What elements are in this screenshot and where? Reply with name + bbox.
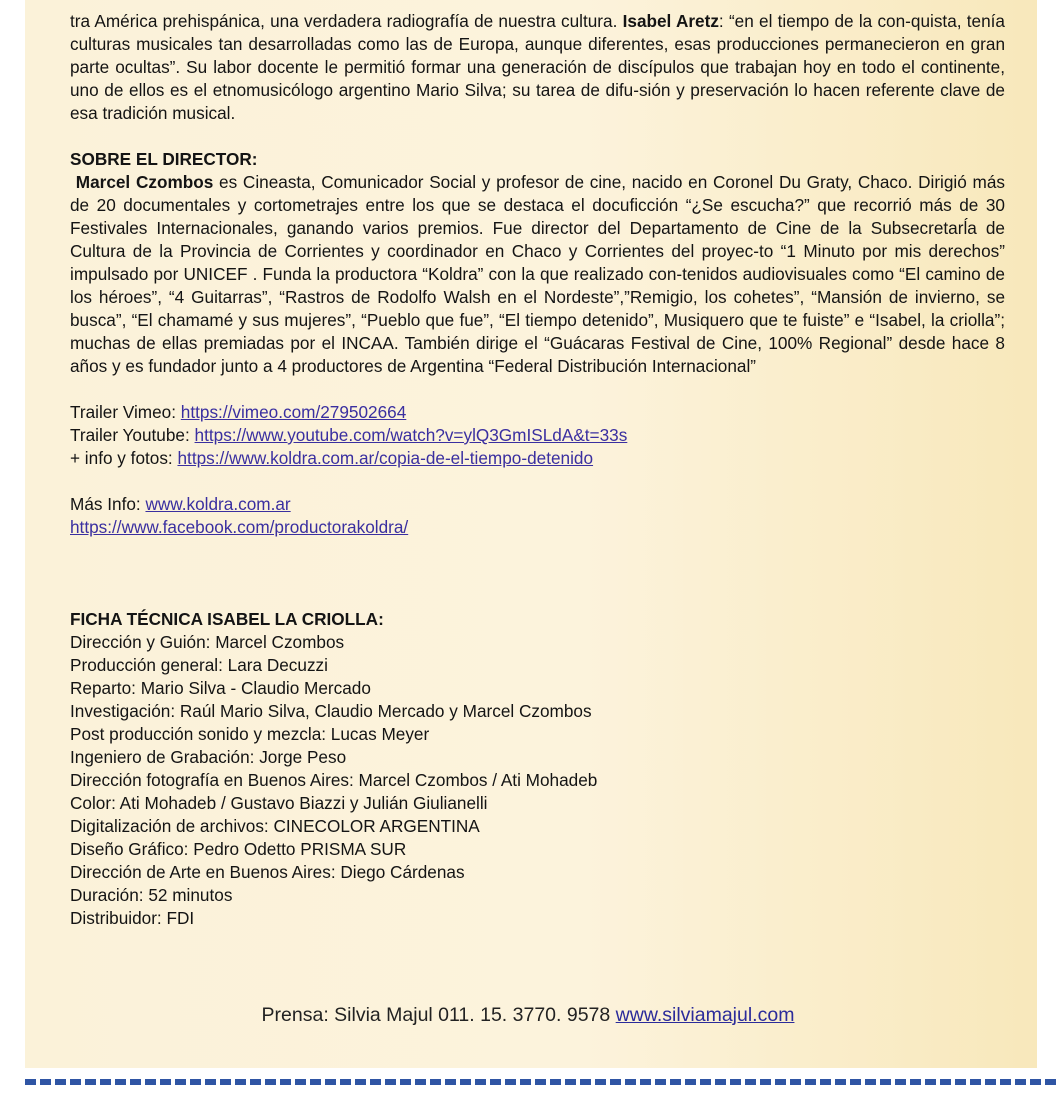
ficha-item: Dirección y Guión: Marcel Czombos [70, 632, 345, 652]
youtube-label: Trailer Youtube: [70, 425, 195, 445]
ficha-item: Color: Ati Mohadeb / Gustavo Biazzi y Julián Giulianelli [70, 793, 488, 813]
intro-text: tra América prehispánica, una verdadera radiografía de nuestra cultura. [70, 11, 623, 31]
facebook-link[interactable]: https://www.facebook.com/productorakoldra/ [70, 517, 409, 537]
director-heading: SOBRE EL DIRECTOR: [70, 149, 258, 169]
ficha-item: Dirección de Arte en Buenos Aires: Diego Cárdenas [70, 862, 465, 882]
director-name: Marcel Czombos [75, 172, 214, 192]
mas-info-label: Más Info: [70, 494, 146, 514]
info-label: + info y fotos: [70, 448, 178, 468]
director-paragraph [70, 171, 1005, 378]
ficha-item: Dirección fotografía en Buenos Aires: Marcel Czombos / Ati Mohadeb [70, 770, 598, 790]
mas-info-line [70, 493, 1005, 516]
press-contact: Prensa: Silvia Majul 011. 15. 3770. 9578 [261, 1004, 616, 1026]
press-footer [0, 1004, 1056, 1027]
info-line [70, 447, 1005, 470]
dashed-divider [25, 1079, 1056, 1085]
intro-paragraph [70, 10, 1005, 125]
vimeo-line [70, 401, 1005, 424]
vimeo-label: Trailer Vimeo: [70, 402, 181, 422]
ficha-item: Digitalización de archivos: CINECOLOR ARGENTINA [70, 816, 480, 836]
ficha-item: Distribuidor: FDI [70, 908, 195, 928]
ficha-heading: FICHA TÉCNICA ISABEL LA CRIOLLA: [70, 609, 384, 629]
document-body [70, 10, 1005, 930]
youtube-link[interactable]: https://www.youtube.com/watch?v=ylQ3GmISLdA&t=33s [194, 425, 628, 445]
ficha-item: Post producción sonido y mezcla: Lucas Meyer [70, 724, 430, 744]
koldra-link[interactable]: www.koldra.com.ar [145, 494, 291, 514]
ficha-item: Ingeniero de Grabación: Jorge Peso [70, 747, 347, 767]
ficha-item: Diseño Gráfico: Pedro Odetto PRISMA SUR [70, 839, 407, 859]
youtube-line [70, 424, 1005, 447]
intro-text-continued: : “en el tiempo de la con-quista, tenía culturas musicales tan desarrolladas como las de Europa, aunque diferentes, esas producciones permanecieron en gran parte ocultas”. Su labor docente le permitió formar una generación de discípulos que trabajan hoy en todo el continente, uno de ellos es el etnomusicólogo argentino Mario Silva; su tarea de difu-sión y preservación lo hacen referente clave de esa tradición musical. [70, 11, 1005, 123]
ficha-item: Investigación: Raúl Mario Silva, Claudio Mercado y Marcel Czombos [70, 701, 592, 721]
ficha-item: Duración: 52 minutos [70, 885, 233, 905]
ficha-item: Producción general: Lara Decuzzi [70, 655, 328, 675]
ficha-item: Reparto: Mario Silva - Claudio Mercado [70, 678, 371, 698]
vimeo-link[interactable]: https://vimeo.com/279502664 [180, 402, 407, 422]
info-link[interactable]: https://www.koldra.com.ar/copia-de-el-tiempo-detenido [177, 448, 594, 468]
silviamajul-link[interactable]: www.silviamajul.com [615, 1004, 795, 1026]
director-bio: es Cineasta, Comunicador Social y profesor de cine, nacido en Coronel Du Graty, Chaco. Dirigió más de 20 documentales y cortometrajes entre los que se destaca el docuficción “¿Se escucha?” que recorrió más de 30 Festivales Internacionales, ganando varios premios. Fue director del Departamento de Cine de la Subsecretarĺa de Cultura de la Provincia de Corrientes y coordinador en Chaco y Corrientes del proyec-to “1 Minuto por mis derechos” impulsado por UNICEF . Funda la productora “Koldra” con la que realizado con-tenidos audiovisuales como “El camino de los héroes”, “4 Guitarras”, “Rastros de Rodolfo Walsh en el Nordeste”,”Remigio, los cohetes”, “Mansión de invierno, se busca”, “El chamamé y sus mujeres”, “Pueblo que fue”, “El tiempo detenido”, Musiquero que te fuiste” e “Isabel, la criolla”; muchas de ellas premiadas por el INCAA. También dirige el “Guácaras Festival de Cine, 100% Regional” desde hace 8 años y es fundador junto a 4 productores de Argentina “Federal Distribución Internacional” [70, 172, 1006, 376]
facebook-line [70, 516, 1005, 539]
isabel-aretz-name: Isabel Aretz [622, 11, 719, 31]
ficha-list [70, 631, 1005, 930]
